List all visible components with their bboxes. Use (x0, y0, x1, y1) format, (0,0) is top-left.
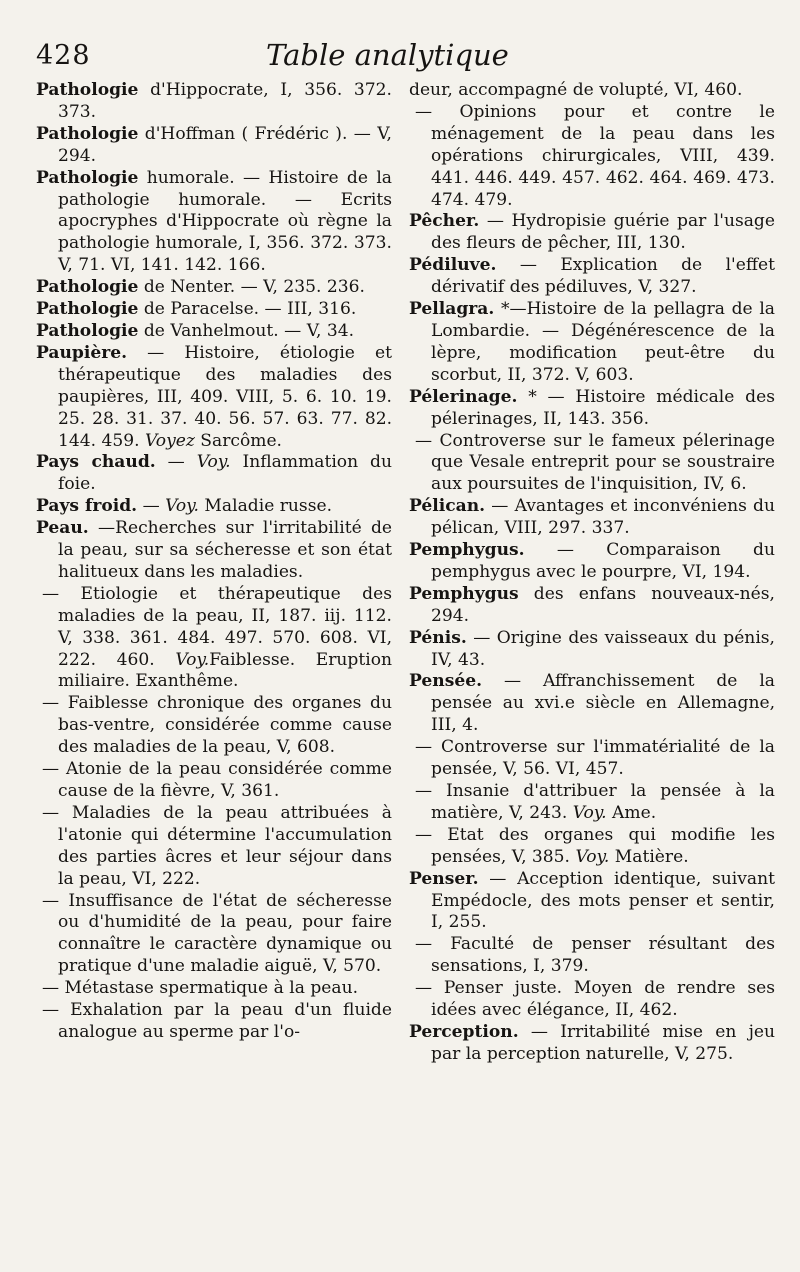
entry-text: de Nenter. — V, 235. 236. (138, 277, 365, 298)
index-entry (409, 978, 775, 1022)
entry-text: — Controverse sur le fameux pélerinage que Vesale entreprit pour se soustraire aux poursuites de l'inquisition, IV, 6. (415, 430, 775, 495)
see-target: Maladie russe. (199, 496, 333, 517)
index-entry (36, 299, 392, 321)
entry-text: — Acception identique, suivant Empédocle, des mots penser et sentir, I, 255. (431, 868, 775, 933)
index-entry (409, 80, 775, 102)
index-entry (409, 737, 775, 781)
index-entry (409, 869, 775, 935)
entry-text: — Atonie de la peau considérée comme cause de la fièvre, V, 361. (42, 759, 392, 801)
entry-text: — (155, 452, 185, 473)
index-entry (36, 321, 392, 343)
index-entry (409, 934, 775, 978)
index-entry (36, 518, 392, 584)
entry-headword: Pêcher. (409, 211, 480, 232)
entry-headword: Pemphygus. (409, 540, 525, 561)
left-column (36, 80, 392, 1044)
index-entry (36, 277, 392, 299)
index-entry (36, 693, 392, 759)
entry-text: — Irritabilité mise en jeu par la perception naturelle, V, 275. (431, 1021, 775, 1064)
entry-text: de Vanhelmout. — V, 34. (138, 320, 355, 341)
entry-headword: Pays froid. (36, 496, 138, 517)
entry-headword: Peau. (36, 518, 89, 539)
index-entry (36, 1000, 392, 1044)
entry-headword: Pensée. (409, 671, 483, 692)
entry-text: — (137, 496, 160, 517)
see-target: Sarcôme. (194, 430, 282, 451)
entry-headword: Paupière. (36, 342, 128, 363)
entry-text: — Faiblesse chronique des organes du bas-ventre, considérée comme cause des maladies de la peau, V, 608. (42, 693, 392, 758)
entry-text: — Histoire, étiologie et thérapeutique des maladies des paupières, III, 409. VIII, 5. 6. 10. 19. 25. 28. 31. 37. 40. 56. 57. 63. 77. 82. 144. 459. (58, 342, 392, 451)
index-entry (36, 168, 392, 278)
index-entry (409, 102, 775, 212)
entry-text: humorale. — Histoire de la pathologie humorale. — Ecrits apocryphes d'Hippocrate où règne la pathologie humorale, I, 356. 372. 373. V, 71. VI, 141. 142. 166. (58, 167, 392, 276)
entry-text: — Etiologie et thérapeutique des maladies de la peau, II, 187. iij. 112. V, 338. 361. 484. 497. 570. 608. VI, 222. 460. (42, 583, 392, 670)
index-entry (36, 452, 392, 496)
index-entry (36, 124, 392, 168)
entry-headword: Pathologie (36, 277, 139, 298)
entry-headword: Pathologie (36, 299, 139, 320)
index-entry (36, 584, 392, 694)
entry-headword: Perception. (409, 1021, 519, 1042)
entry-headword: Pénis. (409, 627, 467, 648)
entry-text: * — Histoire médicale des pélerinages, II, 143. 356. (431, 386, 775, 429)
see-reference: Voy. (165, 496, 199, 517)
entry-text: de Paracelse. — III, 316. (138, 299, 357, 320)
see-reference: Voy. (572, 802, 607, 823)
entry-text: — Controverse sur l'immatérialité de la pensée, V, 56. VI, 457. (415, 737, 775, 780)
right-column (409, 80, 775, 1066)
entry-text: — Affranchissement de la pensée au xvi.e siècle en Allemagne, III, 4. (431, 671, 775, 736)
entry-text: — Comparaison du pemphygus avec le pourpre, VI, 194. (431, 540, 775, 582)
index-entry (36, 343, 392, 453)
index-entry (409, 431, 775, 497)
index-entry (36, 803, 392, 891)
entry-headword: Pathologie (36, 80, 139, 100)
index-entry (409, 1022, 775, 1066)
index-entry (409, 255, 775, 299)
entry-headword: Pélerinage. (409, 386, 518, 407)
index-entry (409, 540, 775, 584)
entry-text: — Explication de l'effet dérivatif des pédiluves, V, 327. (431, 255, 775, 298)
index-entry (36, 496, 392, 518)
index-entry (409, 825, 775, 869)
index-entry (409, 299, 775, 387)
see-reference: Voy. (575, 846, 610, 867)
see-reference: Voy. (196, 452, 231, 473)
index-entry (409, 584, 775, 628)
index-entry (409, 671, 775, 737)
entry-headword: Pathologie (36, 123, 139, 144)
index-entry (36, 891, 392, 979)
index-entry (36, 80, 392, 124)
index-entry (36, 978, 392, 1000)
see-target: Matière. (609, 846, 689, 867)
entry-text: — Opinions pour et contre le ménagement de la peau dans les opérations chirurgicales, VIII, 439. 441. 446. 449. 457. 462. 464. 469. 473. 474. 479. (415, 101, 775, 210)
entry-headword: Pélican. (409, 496, 486, 517)
index-entry (409, 211, 775, 255)
see-reference: Voy. (175, 649, 210, 670)
entry-text: — Penser juste. Moyen de rendre ses idées avec élégance, II, 462. (415, 978, 775, 1021)
index-entry (409, 628, 775, 672)
entry-text: d'Hoffman ( Frédéric ). — V, 294. (58, 123, 392, 166)
see-target: Faiblesse. Eruption miliaire. Exanthême. (58, 649, 393, 692)
entry-text: — Maladies de la peau attribuées à l'atonie qui détermine l'accumulation des parties âcres et leur séjour dans la peau, VI, 222. (42, 802, 392, 889)
see-target: Ame. (606, 802, 657, 823)
entry-headword: Pathologie (36, 167, 139, 188)
index-entry (409, 781, 775, 825)
index-entry (36, 759, 392, 803)
entry-text: — Insuffisance de l'état de sécheresse ou d'humidité de la peau, pour faire connaître le caractère dynamique ou pratique d'une maladie aiguë, V, 570. (42, 890, 392, 977)
running-title: Table analytique (266, 38, 509, 72)
entry-text: —Recherches sur l'irritabilité de la peau, sur sa sécheresse et son état halitueux dans les maladies. (58, 518, 392, 582)
entry-headword: Pemphygus (409, 583, 519, 604)
entry-text: deur, accompagné de volupté, VI, 460. (409, 80, 743, 100)
entry-text: — Origine des vaisseaux du pénis, IV, 43. (431, 627, 775, 670)
page-number: 428 (36, 40, 91, 71)
entry-headword: Penser. (409, 868, 479, 889)
see-reference: Voyez (145, 430, 195, 451)
entry-text: *—Histoire de la pellagra de la Lombardie. — Dégénérescence de la lèpre, modification peut-être du scorbut, II, 372. V, 603. (431, 299, 775, 385)
index-entry (409, 387, 775, 431)
page-header (36, 38, 776, 78)
index-entry (409, 496, 775, 540)
entry-text: — Hydropisie guérie par l'usage des fleurs de pêcher, III, 130. (431, 211, 775, 254)
entry-text: — Insanie d'attribuer la pensée à la matière, V, 243. (415, 781, 775, 823)
entry-text: — Exhalation par la peau d'un fluide analogue au sperme par l'o- (42, 1000, 392, 1042)
entry-headword: Pédiluve. (409, 255, 497, 276)
entry-text: d'Hippocrate, I, 356. 372. 373. (58, 80, 392, 122)
entry-text: des enfans nouveaux-nés, 294. (431, 583, 775, 626)
entry-text: — Faculté de penser résultant des sensations, I, 379. (415, 934, 775, 977)
entry-text: — Avantages et inconvéniens du pélican, VIII, 297. 337. (431, 496, 775, 539)
entry-text: — Etat des organes qui modifie les pensées, V, 385. (415, 824, 775, 867)
entry-headword: Pays chaud. (36, 452, 156, 473)
entry-headword: Pellagra. (409, 299, 495, 320)
entry-text: — Métastase spermatique à la peau. (42, 978, 359, 999)
see-target: Inflammation du foie. (58, 452, 392, 495)
entry-headword: Pathologie (36, 320, 139, 341)
